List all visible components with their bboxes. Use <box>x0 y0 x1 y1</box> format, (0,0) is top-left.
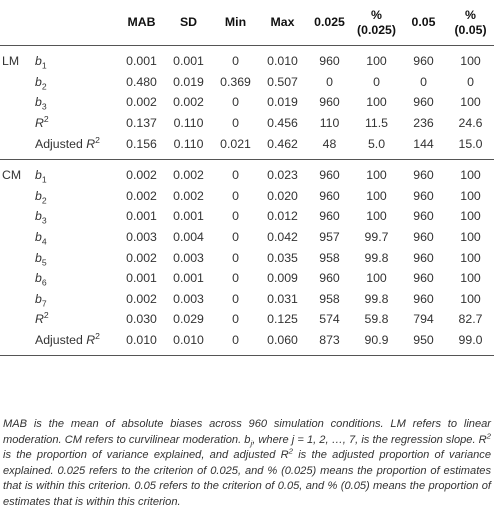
table-cell: 90.9 <box>364 333 389 348</box>
table-cell: 0 <box>420 74 427 89</box>
table-cell: 0.010 <box>267 54 298 69</box>
table-cell: 100 <box>366 54 387 69</box>
table-cell: 0.507 <box>267 74 298 89</box>
table-cell: 0.023 <box>267 168 298 183</box>
table-cell: 0 <box>232 291 239 306</box>
table-cell: 0.002 <box>126 250 157 265</box>
group-label <box>0 330 26 351</box>
table-cell: 11.5 <box>364 116 389 131</box>
group-label <box>0 133 26 154</box>
table-cell: 0 <box>232 116 239 131</box>
table-cell: 0.002 <box>173 188 204 203</box>
table-cell: 0.020 <box>267 188 298 203</box>
table-cell: 960 <box>319 54 340 69</box>
row-label-prefix: Adjusted <box>35 333 87 348</box>
group-label <box>0 289 26 310</box>
row-label <box>26 247 118 268</box>
row-label-text: b <box>35 54 42 69</box>
table-cell: 0.029 <box>173 312 204 327</box>
rule-cell <box>0 356 494 362</box>
table-cell: 0.462 <box>267 136 298 151</box>
table-cell: 100 <box>460 95 481 110</box>
header-max: Max <box>270 15 295 29</box>
table-cell: 960 <box>413 95 434 110</box>
table-cell: 0.021 <box>220 136 251 151</box>
table-row <box>0 92 494 113</box>
table-cell: 82.7 <box>458 312 483 327</box>
table-row <box>0 206 494 227</box>
table-cell: 0 <box>232 54 239 69</box>
table-cell: 0.001 <box>126 271 157 286</box>
table-row <box>0 113 494 134</box>
row-label-sub: 5 <box>41 257 47 268</box>
table-row <box>0 247 494 268</box>
table-cell: 0 <box>232 312 239 327</box>
row-label-sub: 1 <box>41 60 47 71</box>
table-row <box>0 186 494 207</box>
table-cell: 960 <box>413 54 434 69</box>
table-cell: 100 <box>460 230 481 245</box>
row-label <box>26 227 118 248</box>
table-cell: 0 <box>232 333 239 348</box>
table-cell: 0 <box>232 168 239 183</box>
header-0025: 0.025 <box>314 15 345 29</box>
row-label-text: R <box>35 312 44 327</box>
table-row <box>0 133 494 154</box>
table-cell: 0.002 <box>173 95 204 110</box>
table-cell: 0.001 <box>173 209 204 224</box>
table-row <box>0 51 494 72</box>
table-cell: 960 <box>413 168 434 183</box>
row-label-text: b <box>35 230 42 245</box>
row-label-sub: 1 <box>41 174 47 185</box>
table-cell: 15.0 <box>458 136 483 151</box>
table-cell: 0.009 <box>267 271 298 286</box>
footnote-text: MAB is the mean of absolute biases across 960 simulation conditions. LM refers to linear moderation. CM refers to curvilinear moderation. $b_j$, where j = 1, 2, …, 7, is the regression slope. $R^2$ is the proportion of variance explained, and adjusted $R^2$ is the adjusted proportion of variance explained. 0.025 refers to the criterion of 0.025, and % (0.025) means the proportion of estimates that is within this criterion. 0.05 refers to the criterion of 0.05, and % (0.05) means the proportion of estimates that is within this criterion. <box>3 418 491 508</box>
table-cell: 0.125 <box>267 312 298 327</box>
row-label-sub: 7 <box>41 298 47 309</box>
table-cell: 110 <box>319 116 340 131</box>
table-cell: 100 <box>366 188 387 203</box>
table-cell: 960 <box>319 271 340 286</box>
table-cell: 0.110 <box>173 136 204 151</box>
row-label-sup: 2 <box>95 134 100 145</box>
table-cell: 100 <box>366 209 387 224</box>
table-cell: 24.6 <box>458 116 483 131</box>
row-label-sub: 4 <box>41 236 47 247</box>
table-cell: 0 <box>326 74 333 89</box>
header-sd: SD <box>179 15 198 29</box>
row-label <box>26 330 118 351</box>
header-cell <box>0 0 26 46</box>
table-cell: 0.010 <box>126 333 157 348</box>
table-cell: 0.001 <box>126 209 157 224</box>
table-cell: 100 <box>366 168 387 183</box>
row-label-text: R <box>86 333 96 348</box>
table-cell: 0 <box>232 230 239 245</box>
table-row <box>0 72 494 93</box>
table-cell: 99.7 <box>364 230 389 245</box>
row-label <box>26 206 118 227</box>
table-cell: 0.002 <box>126 168 157 183</box>
table-cell: 794 <box>413 312 434 327</box>
table-cell: 0.110 <box>173 116 204 131</box>
row-label-text: b <box>35 271 42 286</box>
table-cell: 0 <box>232 250 239 265</box>
group-label <box>0 268 26 289</box>
table-cell: 574 <box>319 312 340 327</box>
row-label <box>26 309 118 330</box>
table-cell: 0.004 <box>173 230 204 245</box>
table-cell: 0.480 <box>126 74 157 89</box>
table-cell: 0.002 <box>173 168 204 183</box>
row-label-text: b <box>35 74 42 89</box>
row-label-text: b <box>35 250 42 265</box>
table-cell: 0.012 <box>267 209 298 224</box>
row-label-sub: 6 <box>41 277 47 288</box>
table-cell: 0 <box>232 271 239 286</box>
table-cell: 950 <box>413 333 434 348</box>
table-cell: 0 <box>467 74 474 89</box>
table-cell: 144 <box>413 136 434 151</box>
table-cell: 100 <box>366 95 387 110</box>
table-row <box>0 289 494 310</box>
table-cell: 100 <box>460 271 481 286</box>
table-body <box>0 46 494 362</box>
table-cell: 0.003 <box>173 291 204 306</box>
table-cell: 960 <box>413 250 434 265</box>
row-label-prefix: Adjusted <box>35 136 87 151</box>
table-cell: 0.156 <box>126 136 157 151</box>
header-min: Min <box>224 15 247 29</box>
table-cell: 100 <box>460 291 481 306</box>
table-cell: 0.035 <box>267 250 298 265</box>
table-cell: 0.003 <box>173 250 204 265</box>
row-label-text: b <box>35 291 42 306</box>
group-label <box>0 227 26 248</box>
row-label-sub: 3 <box>41 101 47 112</box>
table-row <box>0 165 494 186</box>
row-label-text: b <box>35 95 42 110</box>
table-cell: 5.0 <box>367 136 386 151</box>
table-cell: 960 <box>319 168 340 183</box>
table-cell: 960 <box>413 188 434 203</box>
header-mab: MAB <box>127 15 156 29</box>
table-row <box>0 330 494 351</box>
row-label <box>26 133 118 154</box>
table-cell: 960 <box>319 188 340 203</box>
table-cell: 0.001 <box>173 54 204 69</box>
table-cell: 99.8 <box>364 250 389 265</box>
row-label <box>26 186 118 207</box>
header-pct-005: % (0.05) <box>454 7 487 37</box>
table-cell: 960 <box>319 95 340 110</box>
row-label-sub: 2 <box>41 81 47 92</box>
row-label <box>26 92 118 113</box>
table-cell: 0.019 <box>173 74 204 89</box>
table-row <box>0 268 494 289</box>
table-cell: 958 <box>319 250 340 265</box>
row-label <box>26 72 118 93</box>
table-cell: 0 <box>232 95 239 110</box>
table-cell: 0.042 <box>267 230 298 245</box>
header-row <box>0 0 494 46</box>
table-cell: 0.030 <box>126 312 157 327</box>
group-label <box>0 247 26 268</box>
table-cell: 100 <box>366 271 387 286</box>
row-label-text: b <box>35 209 42 224</box>
table-cell: 0.369 <box>220 74 251 89</box>
table-cell: 960 <box>413 291 434 306</box>
table-cell: 0.002 <box>126 95 157 110</box>
table-cell: 0 <box>232 209 239 224</box>
table-cell: 100 <box>460 54 481 69</box>
row-label-text: R <box>86 136 96 151</box>
table-cell: 236 <box>413 116 434 131</box>
row-label <box>26 268 118 289</box>
table-cell: 100 <box>460 168 481 183</box>
table-cell: 960 <box>413 230 434 245</box>
group-label <box>0 206 26 227</box>
group-label: CM <box>2 168 22 183</box>
row-label-sub: 3 <box>41 215 47 226</box>
row-label <box>26 113 118 134</box>
table-cell: 0.001 <box>126 54 157 69</box>
row-label-text: R <box>35 116 44 131</box>
table-cell: 957 <box>319 230 340 245</box>
header-005: 0.05 <box>411 15 436 29</box>
table-cell: 0.001 <box>173 271 204 286</box>
table-cell: 960 <box>413 209 434 224</box>
group-label <box>0 186 26 207</box>
row-label-text: b <box>35 168 42 183</box>
table-cell: 59.8 <box>364 312 389 327</box>
row-label <box>26 165 118 186</box>
group-label <box>0 72 26 93</box>
table-cell: 0.031 <box>267 291 298 306</box>
table-cell: 99.0 <box>458 333 483 348</box>
table-cell: 0.456 <box>267 116 298 131</box>
header-cell <box>26 0 118 46</box>
table-cell: 100 <box>460 209 481 224</box>
row-label <box>26 51 118 72</box>
table-cell: 100 <box>460 250 481 265</box>
table-cell: 48 <box>322 136 337 151</box>
row-label-sup: 2 <box>95 330 100 341</box>
table-cell: 960 <box>319 209 340 224</box>
table-cell: 0.019 <box>267 95 298 110</box>
table-cell: 0.002 <box>126 188 157 203</box>
row-label-sub: 2 <box>41 195 47 206</box>
group-label <box>0 92 26 113</box>
group-label <box>0 113 26 134</box>
group-label <box>0 309 26 330</box>
table-cell: 960 <box>413 271 434 286</box>
table-cell: 958 <box>319 291 340 306</box>
row-label-sup: 2 <box>43 310 49 321</box>
table-cell: 0.010 <box>173 333 204 348</box>
table-row <box>0 227 494 248</box>
table-cell: 873 <box>319 333 340 348</box>
table-cell: 0.002 <box>126 291 157 306</box>
table-cell: 0.137 <box>126 116 157 131</box>
table-cell: 0.060 <box>267 333 298 348</box>
row-label-text: b <box>35 188 42 203</box>
table-cell: 99.8 <box>364 291 389 306</box>
header-pct-0025: % (0.025) <box>357 7 396 37</box>
table-cell: 100 <box>460 188 481 203</box>
group-label: LM <box>2 54 20 69</box>
row-label-sup: 2 <box>43 113 49 124</box>
row-label <box>26 289 118 310</box>
table-cell: 0 <box>373 74 380 89</box>
table-cell: 0 <box>232 188 239 203</box>
table-cell: 0.003 <box>126 230 157 245</box>
table-footnote <box>3 417 491 511</box>
bottom-rule <box>0 356 494 362</box>
table-row <box>0 309 494 330</box>
